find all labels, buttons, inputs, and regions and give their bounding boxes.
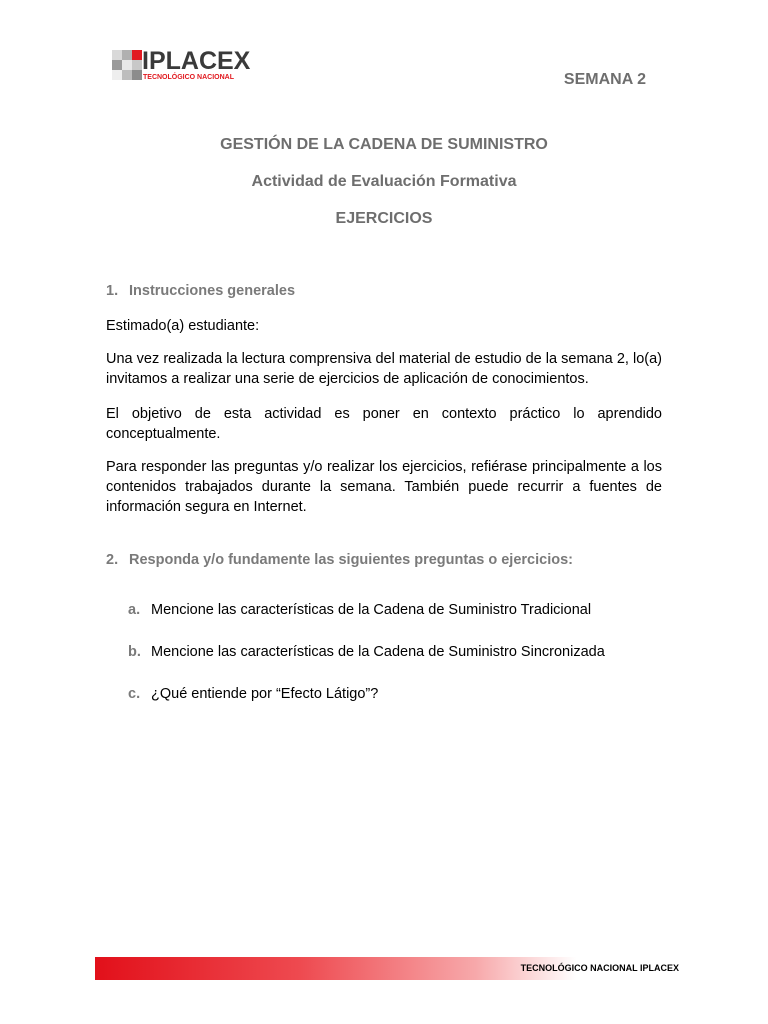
logo-subtitle: TECNOLÓGICO NACIONAL — [143, 74, 234, 81]
activity-title: Actividad de Evaluación Formativa — [251, 173, 517, 190]
question-letter: c. — [128, 686, 141, 702]
iplacex-logo — [112, 47, 272, 86]
question-item — [128, 602, 591, 618]
section-2-heading-text: Responda y/o fundamente las siguientes preguntas o ejercicios: — [129, 552, 573, 568]
course-title: GESTIÓN DE LA CADENA DE SUMINISTRO — [220, 136, 548, 153]
section-1-heading-text: Instrucciones generales — [129, 283, 296, 299]
question-text: Mencione las características de la Cadena de Suministro Tradicional — [151, 602, 592, 618]
question-item — [128, 686, 378, 702]
question-letter: a. — [128, 602, 141, 618]
greeting: Estimado(a) estudiante: — [106, 318, 260, 334]
section-1-heading — [106, 283, 295, 299]
week-label: SEMANA 2 — [563, 71, 646, 88]
footer-text: TECNOLÓGICO NACIONAL IPLACEX — [520, 963, 679, 973]
logo-mosaic-icon — [112, 50, 142, 80]
paragraph: Para responder las preguntas y/o realizar los ejercicios, refiérase principalmente a los contenidos trabajados durante la semana. También puede recurrir a fuentes de información segura en Internet. — [106, 459, 662, 515]
section-2-heading — [106, 552, 573, 568]
question-text: ¿Qué entiende por “Efecto Látigo”? — [151, 686, 379, 702]
paragraph: Una vez realizada la lectura comprensiva del material de estudio de la semana 2, lo(a) invitamos a realizar una serie de ejercicios de aplicación de conocimientos. — [106, 351, 662, 387]
question-text: Mencione las características de la Cadena de Suministro Sincronizada — [151, 644, 605, 660]
type-title: EJERCICIOS — [335, 210, 433, 227]
paragraph: El objetivo de esta actividad es poner en contexto práctico lo aprendido conceptualmente. — [106, 406, 662, 442]
question-item — [128, 644, 605, 660]
logo-wordmark: IPLACEX — [142, 47, 251, 75]
section-1-number: 1. — [106, 283, 119, 299]
question-letter: b. — [128, 644, 141, 660]
section-2-number: 2. — [106, 552, 119, 568]
